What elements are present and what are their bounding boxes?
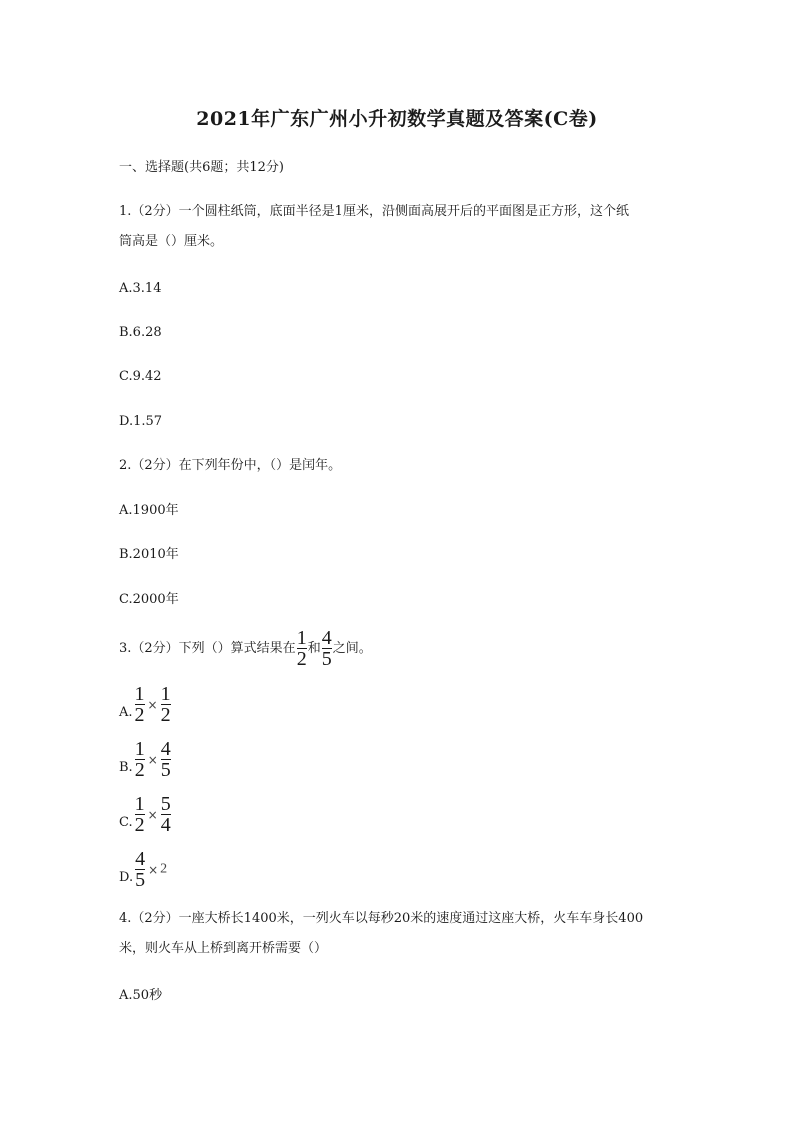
fraction xyxy=(135,849,145,890)
fraction-denominator: 4 xyxy=(160,814,171,836)
question-3-option-d xyxy=(119,849,167,890)
fraction xyxy=(161,684,171,725)
fraction-denominator: 5 xyxy=(160,759,171,781)
question-3-suffix: 之间。 xyxy=(332,641,372,656)
fraction-denominator: 2 xyxy=(134,814,145,836)
question-4-line-2: 米，则火车从上桥到离开桥需要（） xyxy=(119,941,328,956)
question-1-option-b: B.6.28 xyxy=(119,325,162,340)
fraction-denominator: 2 xyxy=(134,704,145,726)
fraction-denominator: 5 xyxy=(321,648,332,670)
question-2-option-c: C.2000年 xyxy=(119,592,179,607)
question-1-option-d: D.1.57 xyxy=(119,414,163,429)
question-4-option-a: A.50秒 xyxy=(119,988,163,1003)
fraction-denominator: 2 xyxy=(134,759,145,781)
fraction-four-fifths xyxy=(322,628,332,669)
question-3-and: 和 xyxy=(307,641,321,656)
fraction-numerator: 4 xyxy=(135,848,146,870)
integer-operand: 2 xyxy=(160,861,168,877)
fraction-numerator: 1 xyxy=(134,738,145,760)
fraction xyxy=(135,794,145,835)
question-3-option-a xyxy=(119,684,172,725)
section-heading: 一、选择题(共6题；共12分) xyxy=(119,160,284,175)
fraction-numerator: 1 xyxy=(134,793,145,815)
option-label: B. xyxy=(119,760,133,775)
document-title: 2021年广东广州小升初数学真题及答案(C卷) xyxy=(196,108,598,130)
multiply-sign: × xyxy=(148,862,159,877)
question-1-option-c: C.9.42 xyxy=(119,369,162,384)
question-2-option-a: A.1900年 xyxy=(119,503,179,518)
option-label: A. xyxy=(119,705,133,720)
fraction xyxy=(161,739,171,780)
question-3-prefix: 3.（2分）下列（）算式结果在 xyxy=(119,641,296,656)
question-1-line-1: 1.（2分）一个圆柱纸筒，底面半径是1厘米，沿侧面高展开后的平面图是正方形，这个纸 xyxy=(119,204,629,219)
fraction-numerator: 1 xyxy=(296,627,307,649)
option-label: C. xyxy=(119,815,133,830)
question-1-option-a: A.3.14 xyxy=(119,281,162,296)
question-2-line-1: 2.（2分）在下列年份中，（）是闰年。 xyxy=(119,458,342,473)
fraction-numerator: 5 xyxy=(160,793,171,815)
fraction xyxy=(135,684,145,725)
fraction xyxy=(161,794,171,835)
fraction-numerator: 1 xyxy=(160,683,171,705)
multiply-sign: × xyxy=(147,752,158,767)
multiply-sign: × xyxy=(147,807,158,822)
multiply-sign: × xyxy=(147,697,158,712)
fraction-numerator: 4 xyxy=(321,627,332,649)
fraction-one-half xyxy=(297,628,307,669)
question-1-line-2: 筒高是（）厘米。 xyxy=(119,234,224,249)
fraction-numerator: 4 xyxy=(160,738,171,760)
question-3-option-b xyxy=(119,739,172,780)
fraction-denominator: 2 xyxy=(296,648,307,670)
option-label: D. xyxy=(119,870,134,885)
question-3-stem xyxy=(119,628,372,669)
question-3-option-c xyxy=(119,794,172,835)
question-2-option-b: B.2010年 xyxy=(119,547,179,562)
question-4-line-1: 4.（2分）一座大桥长1400米，一列火车以每秒20米的速度通过这座大桥，火车车身长400 xyxy=(119,911,644,926)
fraction-numerator: 1 xyxy=(134,683,145,705)
fraction-denominator: 5 xyxy=(135,869,146,891)
fraction xyxy=(135,739,145,780)
fraction-denominator: 2 xyxy=(160,704,171,726)
